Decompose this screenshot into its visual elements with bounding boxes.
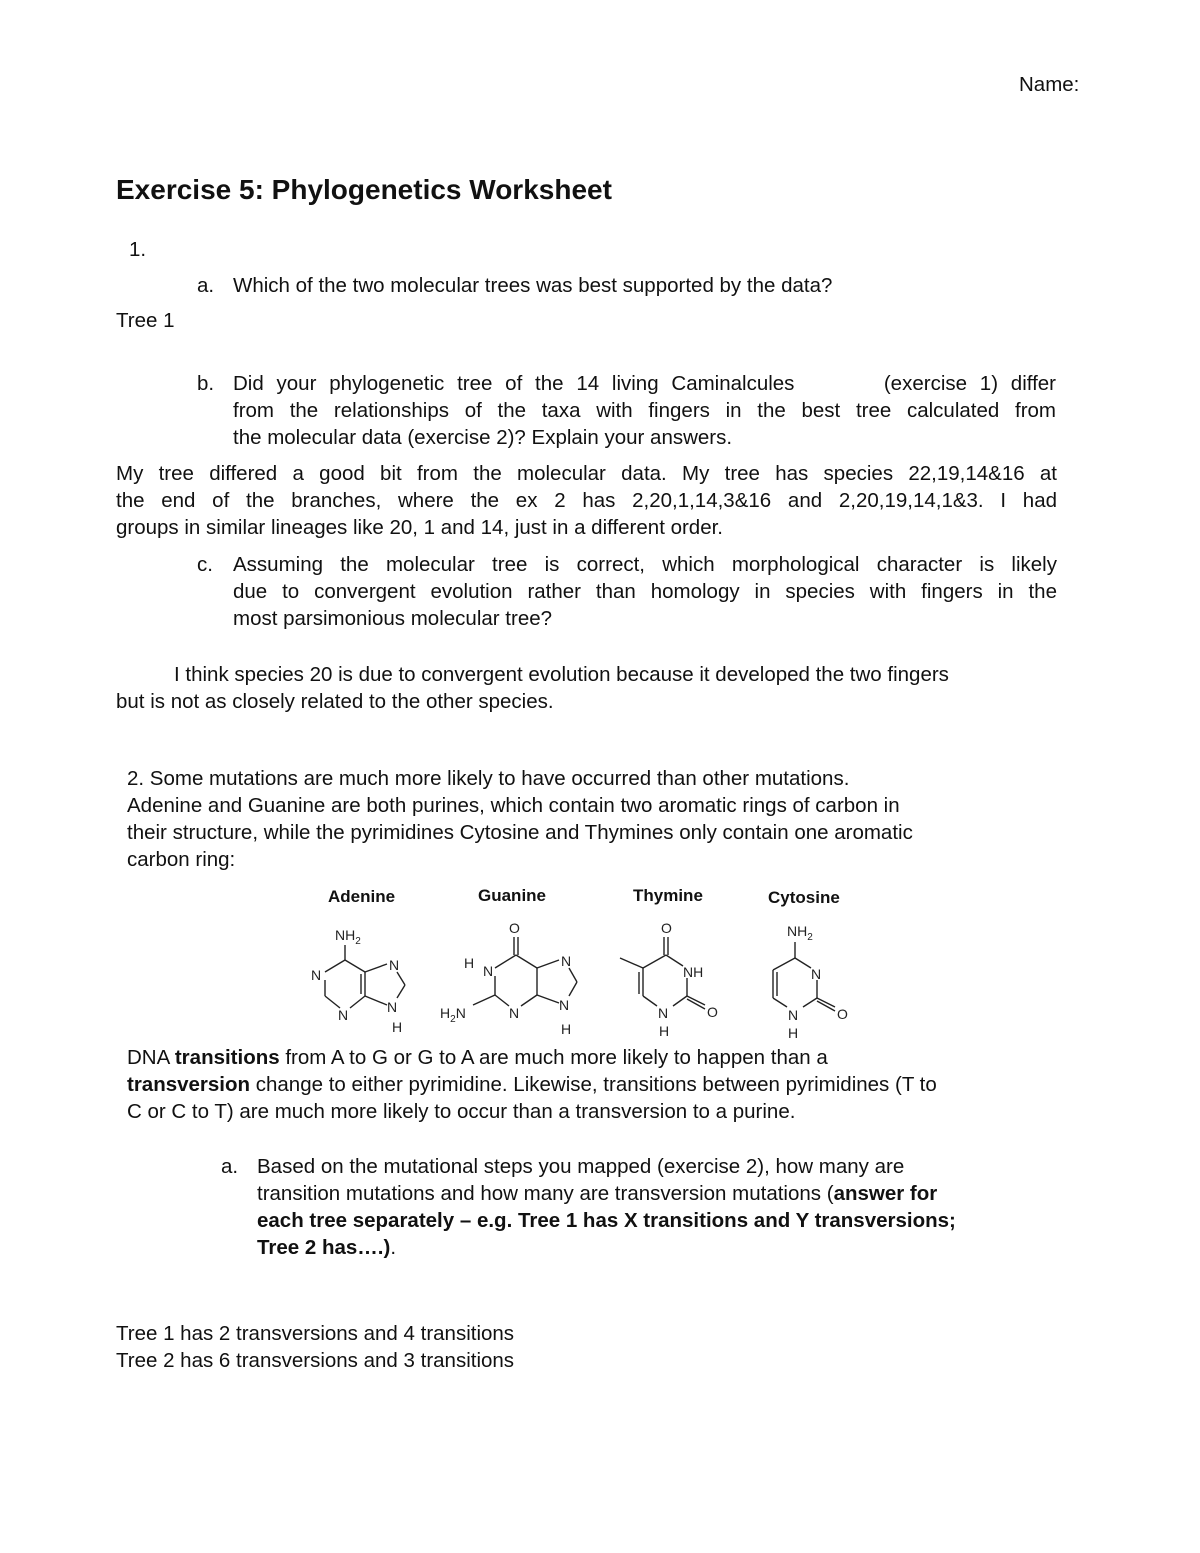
- svg-text:O: O: [661, 920, 672, 936]
- dna-paragraph-line: C or C to T) are much more likely to occur than a transversion to a purine.: [127, 1100, 796, 1123]
- thymine-label: Thymine: [633, 886, 703, 905]
- q1c-answer-line: but is not as closely related to the other species.: [116, 690, 554, 713]
- svg-text:H: H: [659, 1023, 670, 1039]
- adenine-label: Adenine: [328, 887, 396, 906]
- svg-text:H: H: [561, 1021, 572, 1037]
- q2-intro-line: their structure, while the pyrimidines Cytosine and Thymines only contain one aromatic: [127, 821, 913, 844]
- svg-text:N: N: [561, 953, 572, 969]
- q2-intro-line: carbon ring:: [127, 848, 236, 871]
- guanine-structure: [440, 886, 577, 1037]
- q2-intro-line: 2. Some mutations are much more likely to have occurred than other mutations.: [127, 767, 850, 790]
- q1-number: 1.: [129, 238, 147, 261]
- q1a-answer: Tree 1: [116, 309, 175, 332]
- transversion-term: transversion: [127, 1073, 251, 1096]
- dna-paragraph-line: transversion change to either pyrimidine. Likewise, transitions between pyrimidines (T to: [127, 1073, 937, 1096]
- q1c-question-line: due to convergent evolution rather than homology in species with fingers in the: [233, 580, 1057, 603]
- cytosine-structure: [768, 888, 848, 1041]
- adenine-structure: [311, 887, 405, 1035]
- q2a-question-line: each tree separately – e.g. Tree 1 has X transitions and Y transversions;: [257, 1209, 956, 1232]
- svg-text:H: H: [464, 955, 475, 971]
- q2-intro-line: Adenine and Guanine are both purines, which contain two aromatic rings of carbon in: [127, 794, 900, 817]
- q1c-answer-line: I think species 20 is due to convergent evolution because it developed the two fingers: [174, 663, 949, 686]
- svg-text:O: O: [707, 1004, 718, 1020]
- q1b-question-line: from the relationships of the taxa with fingers in the best tree calculated from: [233, 399, 1056, 422]
- svg-text:H2N: $H_2N$: [440, 1005, 466, 1025]
- q2a-question-line: transition mutations and how many are transversion mutations (answer for: [257, 1182, 938, 1205]
- svg-text:H: H: [788, 1025, 799, 1041]
- svg-text:NH: NH: [683, 964, 704, 980]
- name-label: Name:: [1019, 73, 1080, 96]
- svg-text:O: O: [509, 920, 520, 936]
- svg-text:N: N: [509, 1005, 520, 1021]
- q2a-answer-line: Tree 1 has 2 transversions and 4 transitions: [116, 1322, 515, 1345]
- svg-text:H: H: [392, 1019, 403, 1035]
- svg-text:NH2: $NH_2$: [335, 927, 361, 947]
- dna-paragraph-line: DNA transitions from A to G or G to A are much more likely to happen than a: [127, 1046, 828, 1069]
- svg-text:N: N: [387, 999, 398, 1015]
- q1c-marker: c.: [197, 553, 213, 576]
- transitions-term: transitions: [174, 1046, 280, 1069]
- guanine-label: Guanine: [478, 886, 547, 905]
- svg-text:N: N: [788, 1007, 799, 1023]
- svg-text:N: N: [483, 963, 494, 979]
- q1c-question-line: most parsimonious molecular tree?: [233, 607, 553, 630]
- svg-text:N: N: [311, 967, 322, 983]
- q1b-answer-line: the end of the branches, where the ex 2 has 2,20,1,14,3&16 and 2,20,19,14,1&3. I had: [116, 489, 1057, 512]
- q1c-question-line: Assuming the molecular tree is correct, which morphological character is likely: [233, 553, 1057, 576]
- q2a-marker: a.: [221, 1155, 239, 1178]
- q2a-question-line: Tree 2 has….).: [257, 1236, 397, 1259]
- svg-text:N: N: [811, 966, 822, 982]
- q1b-answer-line: groups in similar lineages like 20, 1 and 14, just in a different order.: [116, 516, 724, 539]
- q1b-question-line: the molecular data (exercise 2)? Explain your answers.: [233, 426, 733, 449]
- q1a-question: Which of the two molecular trees was best supported by the data?: [233, 274, 833, 297]
- page-title: Exercise 5: Phylogenetics Worksheet: [116, 174, 612, 205]
- q1b-marker: b.: [197, 372, 215, 395]
- q2a-question-line: Based on the mutational steps you mapped (exercise 2), how many are: [257, 1155, 905, 1178]
- svg-text:O: O: [837, 1006, 848, 1022]
- nucleobase-structures-figure: [295, 880, 865, 1045]
- q1a-marker: a.: [197, 274, 215, 297]
- cytosine-label: Cytosine: [768, 888, 840, 907]
- svg-text:N: N: [559, 997, 570, 1013]
- svg-text:N: N: [389, 957, 400, 973]
- svg-text:N: N: [658, 1005, 669, 1021]
- thymine-structure: [620, 886, 718, 1039]
- svg-text:N: N: [338, 1007, 349, 1023]
- q1b-answer-line: My tree differed a good bit from the molecular data. My tree has species 22,19,14&16 at: [116, 462, 1057, 485]
- svg-text:NH2: $NH_2$: [787, 923, 813, 943]
- q2a-answer-line: Tree 2 has 6 transversions and 3 transitions: [116, 1349, 515, 1372]
- q1b-question-line: Did your phylogenetic tree of the 14 living Caminalcules (exercise 1) differ: [233, 372, 1056, 395]
